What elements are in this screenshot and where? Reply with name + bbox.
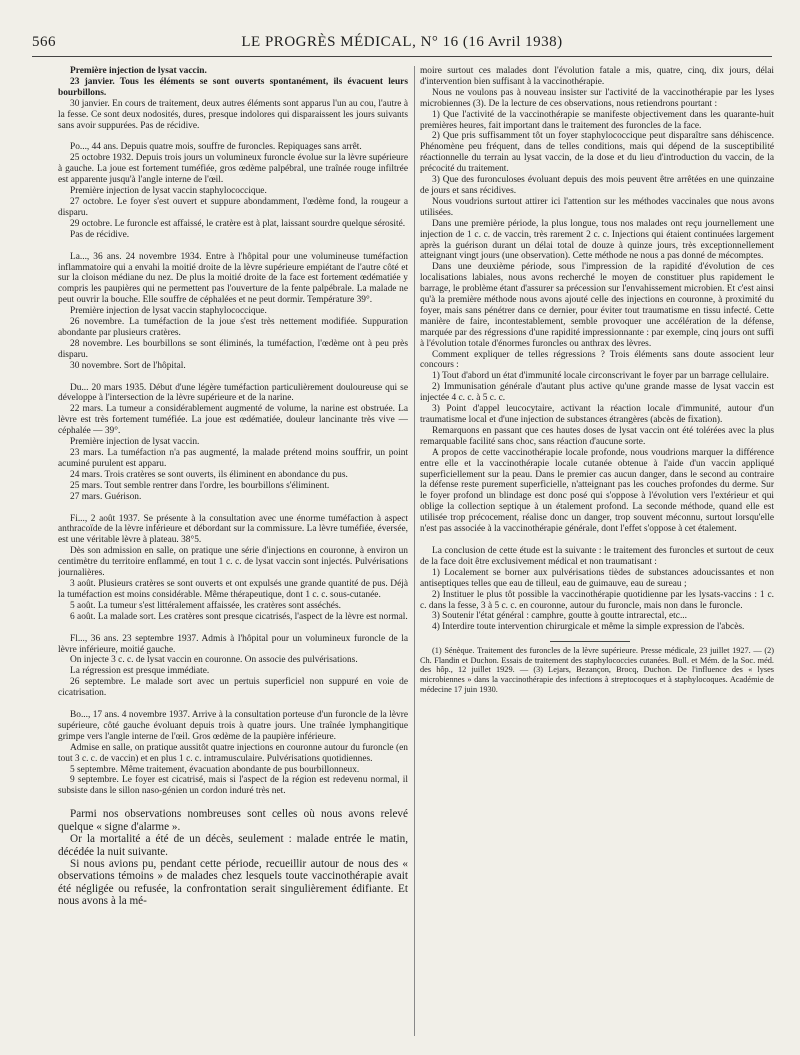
left-paragraph: Pas de récidive.: [70, 229, 130, 240]
left-paragraph: La..., 36 ans. 24 novembre 1934. Entre à l'hôpital pour une volumineuse tuméfaction inflammatoire qui a envahi la moitié droite de la lèvre supérieure empiétant de l'autre côté et sur la cloison médiane du nez. De plus la moitié droite de la face est fortement œdématiée y compris les paupières qui ne permettent pas l'ouverture de la fente palpébrale. La malade ne peut ouvrir la bouche. Elle souffre de céphalées et ne peut dormir. Température 39°.: [58, 251, 408, 306]
left-paragraph: 26 novembre. La tuméfaction de la joue s'est très nettement modifiée. Suppuration abondante par plusieurs cratères.: [58, 317, 408, 338]
left-paragraph: Première injection de lysat vaccin staphylococcique.: [70, 306, 267, 317]
column-divider: [414, 66, 415, 1036]
right-paragraph: 1) Localement se borner aux pulvérisations tièdes de substances adoucissantes et non antiseptiques telles que eau de tilleul, eau de guimauve, eau de sureau ;: [420, 567, 774, 589]
left-paragraph: 6 août. La malade sort. Les cratères sont presque cicatrisés, l'aspect de la lèvre est normal.: [70, 611, 408, 622]
journal-title: LE PROGRÈS MÉDICAL, N° 16 (16 Avril 1938): [241, 34, 563, 50]
left-paragraph: 27 octobre. Le foyer s'est ouvert et suppure abondamment, l'œdème fond, la rougeur a disparu.: [58, 196, 408, 218]
left-paragraph: 29 octobre. Le furoncle est affaissé, le cratère est à plat, laissant sourdre quelque sérosité.: [70, 218, 406, 229]
right-paragraph: Comment expliquer de telles régressions ? Trois éléments sans doute associent leur concours :: [420, 349, 774, 371]
left-paragraph: Admise en salle, on pratique aussitôt quatre injections en couronne autour du furoncle (en tout 3 c. c. de vaccin) et en plus 1 c. c. intramusculaire. Pulvérisations quotidiennes.: [58, 742, 408, 764]
right-column-body: [420, 66, 774, 633]
left-paragraph: Dès son admission en salle, on pratique une série d'injections en couronne, à environ un centimètre du territoire enflammé, en tout 1 c. c. de lysat vaccin sont injectés. Pulvérisations journalières.: [58, 546, 408, 579]
left-paragraph: Fi..., 2 août 1937. Se présente à la consultation avec une énorme tuméfaction à aspect anthracoïde de la lèvre inférieure et débordant sur la commissure. La lèvre tuméfiée, éversée, est une véritable lèvre à plateau. 38°5.: [58, 513, 408, 546]
right-paragraph: 3) Soutenir l'état général : camphre, goutte à goutte intrarectal, etc...: [432, 611, 687, 622]
right-paragraph: 3) Que des furonculoses évoluant depuis des mois peuvent être arrêtées en une quinzaine de jours et sans récidives.: [420, 175, 774, 196]
right-paragraph: A propos de cette vaccinothérapie locale profonde, nous voudrions marquer la différence entre elle et la vaccinothérapie locale cutanée obtenue à l'aide d'un vaccin appliqué superficiellement sur la peau. Dans le premier cas aucun danger, dans le second au contraire la défense reste purement superficielle, n'atteignant pas les couches profondes du derme. Sur le foyer profond un blindage est donc posé qui s'oppose à l'évolution vers l'extérieur et qui oblige la collection septique à un étalement profond. La seconde méthode, quand elle est utilisée trop précocement, réalise donc un danger, trop souvent méconnu, surtout lorsqu'elle n'est pas associée à la vaccinothérapie générale, dont l'effet s'oppose à cet étalement.: [420, 447, 774, 535]
left-paragraph: 25 mars. Tout semble rentrer dans l'ordre, les bourbillons s'éliminent.: [70, 480, 330, 491]
left-paragraph: La régression est presque immédiate.: [70, 666, 210, 677]
footnote: (1) Sénèque. Traitement des furoncles de la lèvre supérieure. Presse médicale, 23 juillet 1927. — (2) Ch. Flandin et Duchon. Essais de traitement des staphylococcies cutanées. Bull. et Mém. de la Soc. méd. des hôp., 12 juillet 1929. — (3) Lejars, Bezançon, Brocq, Duchon. De l'influence des « lyses microbiennes » dans la vaccinothérapie des infections à streptocoques et à staphylocoques. Académie de médecine 17 juin 1930.: [420, 646, 774, 694]
left-paragraph: Bo..., 17 ans. 4 novembre 1937. Arrive à la consultation porteuse d'un furoncle de la lèvre supérieure, côté gauche évoluant depuis trois à quatre jours. Une traînée lymphangitique grimpe vers l'angle interne de l'œil. Gros œdème de la paupière inférieure.: [58, 710, 408, 742]
left-paragraph: 5 août. La tumeur s'est littéralement affaissée, les cratères sont asséchés.: [70, 600, 341, 611]
left-paragraph: Première injection de lysat vaccin.: [70, 437, 200, 448]
left-column: [58, 66, 408, 1044]
left-paragraph: Parmi nos observations nombreuses sont celles où nous avons relevé quelque « signe d'alarme ».: [58, 808, 408, 833]
footnote-rule: [550, 641, 630, 642]
left-paragraph: 27 mars. Guérison.: [70, 491, 142, 502]
right-paragraph: Dans une première période, la plus longue, tous nos malades ont reçu journellement une injection de 1 c. c. de vaccin, très rarement 2 c. c. Injections qui étaient continuées largement après la guérison durant un délai total de douze à quinze jours, très exceptionnellement atteignant vingt jours (une observation). Cette méthode ne nous a pas donné de mécomptes.: [420, 218, 774, 262]
header-rule: [32, 56, 772, 57]
left-paragraph: 28 novembre. Les bourbillons se sont éliminés, la tuméfaction, l'œdème ont à peu près disparu.: [58, 338, 408, 360]
right-paragraph: Dans une deuxième période, sous l'impression de la rapidité d'évolution de ces localisations labiales, nous avons recherché le moyen de constituer plus rapidement le barrage, le problème étant d'assurer sa précession sur l'envahissement microbien. Et c'est ainsi qu'à la première méthode nous avons ajouté celle des injections en couronne, à proximité du foyer, mais sans pénétrer dans ce dernier, pour éviter tout traumatisme en tissu infecté. Cette manière de faire, incontestablement, semble provoquer une accélération de la défense, marquée par des régressions d'une rapidité impressionnante : par exemple, cinq jours ont suffi à l'évolution totale d'énormes furoncles ou anthrax des lèvres.: [420, 262, 774, 349]
right-paragraph: 4) Interdire toute intervention chirurgicale et même la simple expression de l'abcès.: [432, 622, 745, 633]
left-paragraph: 9 septembre. Le foyer est cicatrisé, mais si l'aspect de la région est redevenu normal, il subsiste dans le sillon naso-génien un cordon induré très net.: [58, 775, 408, 797]
right-paragraph: 3) Point d'appel leucocytaire, activant la réaction locale d'immunité, autour d'un traumatisme local et d'une injection de substances étrangères (abcès de fixation).: [420, 404, 774, 425]
right-paragraph: La conclusion de cette étude est la suivante : le traitement des furoncles et surtout de ceux de la face doit être exclusivement médical et non traumatisant :: [420, 545, 774, 567]
right-paragraph: 2) Que pris suffisamment tôt un foyer staphylococcique peut disparaître sans déhiscence. Phénomène peu fréquent, dans de telles conditions, mais qui dépend de la susceptibilité réactionnelle du terrain au lysat vaccin, de la dose et du lieu d'introduction du vaccin, de la précocité du traitement.: [420, 131, 774, 175]
page-header: [32, 34, 772, 56]
right-paragraph: 1) Que l'activité de la vaccinothérapie se manifeste objectivement dans les quarante-huit premières heures, fait important dans le traitement des furoncles de la face.: [420, 109, 774, 131]
right-paragraph: Remarquons en passant que ces hautes doses de lysat vaccin ont été tolérées avec la plus remarquable facilité sans choc, sans réaction d'aucune sorte.: [420, 425, 774, 447]
right-paragraph: 2) Instituer le plus tôt possible la vaccinothérapie quotidienne par les lysats-vaccins : 1 c. c. dans la fesse, 3 à 5 c. c. en couronne, autour du furoncle, mais non dans le furoncle.: [420, 589, 774, 611]
left-paragraph: On injecte 3 c. c. de lysat vaccin en couronne. On associe des pulvérisations.: [70, 655, 358, 666]
left-paragraph: Or la mortalité a été de un décès, seulement : malade entrée le matin, décédée la nuit suivante.: [58, 833, 408, 858]
left-paragraph: 30 janvier. En cours de traitement, deux autres éléments sont apparus l'un au cou, l'autre à la fesse. Ce sont deux nodosités, dures, presque indolores qui disparaissent les jours suivants sans avoir suppurées. Pas de récidive.: [58, 98, 408, 131]
left-paragraph: Première injection de lysat vaccin staphylococcique.: [70, 186, 267, 197]
left-paragraph: 30 novembre. Sort de l'hôpital.: [70, 360, 186, 371]
left-paragraph: 3 août. Plusieurs cratères se sont ouverts et ont expulsés une grande quantité de pus. Déjà la tuméfaction est moins considérable. Même thérapeutique, dont 1 c. c. sous-cutanée.: [58, 578, 408, 600]
right-paragraph: Nous voudrions surtout attirer ici l'attention sur les méthodes vaccinales que nous avons utilisées.: [420, 196, 774, 218]
right-column: [420, 66, 774, 1044]
left-paragraph: 26 septembre. Le malade sort avec un pertuis superficiel non suppuré en voie de cicatrisation.: [58, 677, 408, 699]
left-paragraph: 23 mars. La tuméfaction n'a pas augmenté, la malade prétend moins souffrir, un point acuminé purulent est apparu.: [58, 448, 408, 469]
left-paragraph: Fl..., 36 ans. 23 septembre 1937. Admis à l'hôpital pour un volumineux furoncle de la lèvre inférieure, moitié gauche.: [58, 633, 408, 655]
right-paragraph: 2) Immunisation générale d'autant plus active qu'une grande masse de lysat vaccin est injectée 4 c. c. à 5 c. c.: [420, 382, 774, 404]
left-paragraph: Si nous avions pu, pendant cette période, recueillir autour de nous des « observations témoins » de malades chez lesquels toute vaccinothérapie avait été négligée ou refusée, la confrontation serait singulièrement édifiante. Et nous avons à la mé-: [58, 857, 408, 908]
left-paragraph: 5 septembre. Même traitement, évacuation abondante de pus bourbillonneux.: [70, 764, 360, 775]
right-paragraph: moire surtout ces malades dont l'évolution fatale a mis, quatre, cinq, dix jours, délai d'intervention bien suffisant à la vaccinothérapie.: [420, 66, 774, 87]
page-number: 566: [32, 34, 56, 50]
left-paragraph: Du... 20 mars 1935. Début d'une légère tuméfaction particulièrement douloureuse qui se développe à l'intersection de la lèvre supérieure et de la narine.: [58, 382, 408, 404]
left-paragraph: Po..., 44 ans. Depuis quatre mois, souffre de furoncles. Repiquages sans arrêt.: [70, 142, 362, 153]
left-paragraph: 24 mars. Trois cratères se sont ouverts, ils éliminent en abondance du pus.: [70, 469, 348, 480]
right-paragraph: Nous ne voulons pas à nouveau insister sur l'activité de la vaccinothérapie par les lyses microbiennes (3). De la lecture de ces observations, nous retiendrons pourtant :: [420, 87, 774, 109]
left-paragraph: 22 mars. La tumeur a considérablement augmenté de volume, la narine est obstruée. La lèvre est très fortement tuméfiée. La joue est œdématiée, douleur lancinante très vive — céphalée — 39°.: [58, 404, 408, 437]
left-paragraph: 25 octobre 1932. Depuis trois jours un volumineux furoncle évolue sur la lèvre supérieure à gauche. La joue est fortement tuméfiée, gros œdème palpébral, une traînée rouge infiltrée est apparente jusqu'à l'angle interne de l'œil.: [58, 153, 408, 186]
left-paragraph: 23 janvier. Tous les éléments se sont ouverts spontanément, ils évacuent leurs bourbillons.: [58, 76, 408, 98]
right-paragraph: 1) Tout d'abord un état d'immunité locale circonscrivant le foyer par un barrage cellulaire.: [432, 371, 769, 382]
left-paragraph: Première injection de lysat vaccin.: [70, 66, 207, 76]
